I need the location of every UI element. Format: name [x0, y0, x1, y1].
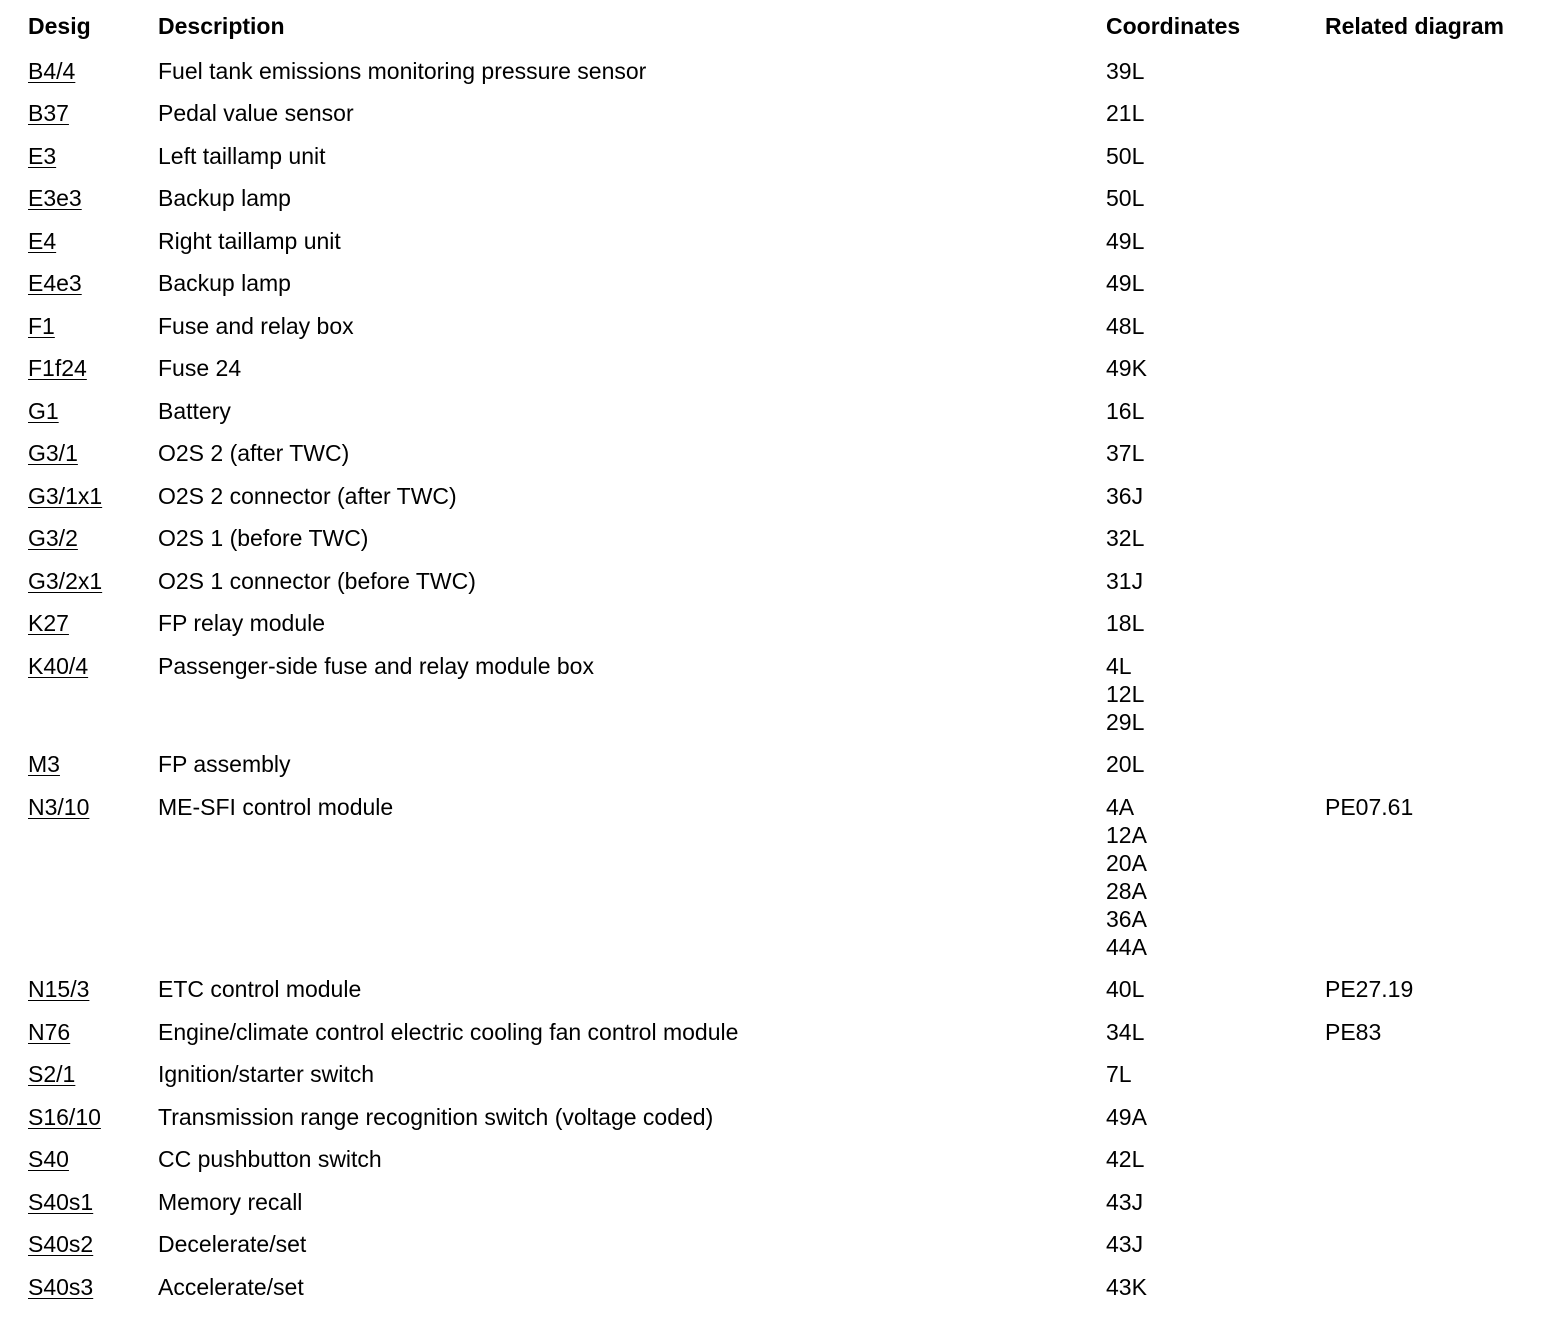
desig-link[interactable]: E4e3 — [28, 270, 82, 296]
coordinate-value: 12L — [1106, 680, 1145, 707]
coordinates-cell — [1106, 1103, 1147, 1131]
coordinates-cell — [1106, 609, 1144, 637]
coordinates-cell — [1106, 1188, 1143, 1216]
coordinate-value: 32L — [1106, 525, 1145, 551]
coordinate-value: 4L — [1106, 652, 1132, 679]
coordinate-value: 49L — [1106, 227, 1145, 254]
coordinate-value: 7L — [1106, 1061, 1132, 1087]
desig-cell — [28, 975, 89, 1003]
coordinate-value: 37L — [1106, 440, 1145, 466]
desig-link[interactable]: K27 — [28, 610, 69, 636]
coordinates-cell — [1106, 99, 1144, 127]
description-cell: Decelerate/set — [158, 1231, 307, 1257]
description-cell: Transmission range recognition switch (voltage coded) — [158, 1103, 714, 1130]
desig-link[interactable]: K40/4 — [28, 652, 89, 679]
coordinate-value: 34L — [1106, 1018, 1145, 1045]
desig-cell — [28, 184, 82, 212]
table-body — [0, 43, 1568, 1302]
description-cell: Pedal value sensor — [158, 100, 354, 126]
table-row — [0, 595, 1568, 638]
coordinate-value: 50L — [1106, 142, 1145, 169]
coordinate-value: 48L — [1106, 312, 1145, 339]
description-cell: ETC control module — [158, 976, 362, 1002]
desig-cell — [28, 1273, 93, 1301]
desig-cell — [28, 609, 69, 637]
desig-cell — [28, 142, 56, 170]
header-description: Description — [158, 13, 285, 39]
coordinate-value: 50L — [1106, 185, 1145, 211]
table-row — [0, 510, 1568, 553]
coordinates-cell — [1106, 750, 1144, 778]
description-cell: Backup lamp — [158, 185, 291, 211]
header-coordinates: Coordinates — [1106, 13, 1241, 39]
coordinate-value: 16L — [1106, 397, 1145, 424]
desig-link[interactable]: M3 — [28, 751, 60, 777]
desig-link[interactable]: S2/1 — [28, 1061, 76, 1087]
coordinates-cell — [1106, 397, 1144, 425]
coordinate-value: 28A — [1106, 877, 1147, 904]
desig-link[interactable]: S16/10 — [28, 1103, 101, 1130]
description-cell: Right taillamp unit — [158, 227, 341, 254]
table-row — [0, 170, 1568, 213]
coordinate-value: 36A — [1106, 905, 1147, 932]
coordinates-cell — [1106, 1060, 1132, 1088]
coordinates-cell — [1106, 269, 1144, 297]
table-row — [0, 1089, 1568, 1132]
table-row — [0, 736, 1568, 779]
table-header — [0, 0, 1568, 43]
coordinate-value: 29L — [1106, 708, 1145, 735]
desig-cell — [28, 1103, 101, 1131]
table-row — [0, 961, 1568, 1004]
table-row — [0, 425, 1568, 468]
desig-link[interactable]: B4/4 — [28, 57, 76, 84]
table-row — [0, 1004, 1568, 1047]
description-cell: FP relay module — [158, 610, 326, 636]
coordinate-value: 21L — [1106, 100, 1145, 126]
coordinate-value: 31J — [1106, 567, 1144, 594]
description-cell: O2S 1 (before TWC) — [158, 525, 369, 551]
table-row — [0, 213, 1568, 256]
desig-link[interactable]: E4 — [28, 227, 57, 254]
desig-link[interactable]: S40 — [28, 1146, 69, 1172]
desig-cell — [28, 1188, 93, 1216]
coordinates-cell — [1106, 354, 1147, 382]
desig-cell — [28, 482, 102, 510]
coordinate-value: 12A — [1106, 821, 1147, 848]
coordinates-cell — [1106, 1018, 1144, 1046]
table-row — [0, 1131, 1568, 1174]
desig-cell — [28, 57, 75, 85]
desig-cell — [28, 269, 82, 297]
coordinate-value: 40L — [1106, 976, 1145, 1002]
desig-cell — [28, 567, 102, 595]
desig-link[interactable]: G3/1 — [28, 440, 78, 466]
description-cell: O2S 2 connector (after TWC) — [158, 482, 457, 509]
table-row — [0, 128, 1568, 171]
desig-link[interactable]: S40s3 — [28, 1273, 94, 1300]
desig-link[interactable]: E3 — [28, 142, 57, 169]
table-row — [0, 383, 1568, 426]
desig-link[interactable]: F1f24 — [28, 355, 87, 381]
desig-cell — [28, 750, 60, 778]
description-cell: Engine/climate control electric cooling fan control module — [158, 1018, 739, 1045]
coordinate-value: 36J — [1106, 482, 1144, 509]
coordinates-cell — [1106, 524, 1144, 552]
related-diagram-cell: PE27.19 — [1325, 976, 1414, 1002]
related-diagram-cell: PE83 — [1325, 1018, 1382, 1045]
description-cell: FP assembly — [158, 751, 291, 777]
description-cell: Memory recall — [158, 1188, 303, 1215]
desig-link[interactable]: G3/2x1 — [28, 567, 103, 594]
desig-link[interactable]: G3/2 — [28, 525, 78, 551]
desig-cell — [28, 227, 56, 255]
description-cell: Battery — [158, 397, 231, 424]
table-row — [0, 1046, 1568, 1089]
coordinates-cell — [1106, 142, 1144, 170]
description-cell: Fuse 24 — [158, 355, 242, 381]
table-row — [0, 298, 1568, 341]
desig-cell — [28, 1145, 69, 1173]
desig-cell — [28, 1230, 93, 1258]
description-cell: Accelerate/set — [158, 1273, 304, 1300]
coordinate-value: 49K — [1106, 355, 1147, 381]
coordinates-cell — [1106, 1145, 1144, 1173]
desig-link[interactable]: E3e3 — [28, 185, 82, 211]
table-row — [0, 468, 1568, 511]
table-row — [0, 1259, 1568, 1302]
coordinate-value: 43J — [1106, 1188, 1144, 1215]
description-cell: Fuel tank emissions monitoring pressure sensor — [158, 57, 647, 84]
desig-cell — [28, 312, 55, 340]
description-cell: Fuse and relay box — [158, 312, 354, 339]
coordinate-value: 18L — [1106, 610, 1145, 636]
coordinate-value: 42L — [1106, 1146, 1145, 1172]
desig-link[interactable]: N76 — [28, 1018, 71, 1045]
coordinates-cell — [1106, 184, 1144, 212]
desig-cell — [28, 99, 69, 127]
coordinate-value: 4A — [1106, 793, 1135, 820]
description-cell: CC pushbutton switch — [158, 1146, 382, 1172]
description-cell: O2S 1 connector (before TWC) — [158, 567, 476, 594]
coordinates-cell — [1106, 975, 1144, 1003]
coordinates-cell — [1106, 793, 1147, 961]
desig-link[interactable]: G3/1x1 — [28, 482, 103, 509]
desig-link[interactable]: S40s2 — [28, 1231, 94, 1257]
table-row — [0, 85, 1568, 128]
desig-cell — [28, 354, 87, 382]
table-row — [0, 553, 1568, 596]
desig-link[interactable]: G1 — [28, 397, 59, 424]
table-row — [0, 340, 1568, 383]
desig-cell — [28, 1060, 75, 1088]
coordinate-value: 43J — [1106, 1231, 1144, 1257]
coordinate-value: 43K — [1106, 1273, 1147, 1300]
table-row — [0, 1174, 1568, 1217]
coordinate-value: 49L — [1106, 270, 1145, 296]
coordinate-value: 49A — [1106, 1103, 1147, 1130]
description-cell: Ignition/starter switch — [158, 1061, 375, 1087]
desig-cell — [28, 524, 78, 552]
description-cell: Passenger-side fuse and relay module box — [158, 652, 594, 679]
coordinates-cell — [1106, 227, 1144, 255]
related-diagram-cell: PE07.61 — [1325, 793, 1414, 820]
coordinates-cell — [1106, 482, 1143, 510]
header-related-diagram: Related diagram — [1325, 13, 1504, 39]
coordinate-value: 20L — [1106, 751, 1145, 777]
desig-link[interactable]: N15/3 — [28, 976, 90, 1002]
table-row — [0, 255, 1568, 298]
coordinates-cell — [1106, 652, 1144, 736]
coordinate-value: 44A — [1106, 933, 1147, 960]
desig-link[interactable]: S40s1 — [28, 1188, 94, 1215]
desig-cell — [28, 793, 89, 821]
description-cell: ME-SFI control module — [158, 793, 394, 820]
description-cell: Left taillamp unit — [158, 142, 326, 169]
coordinates-cell — [1106, 1273, 1147, 1301]
desig-cell — [28, 1018, 70, 1046]
desig-cell — [28, 397, 59, 425]
coordinates-cell — [1106, 57, 1144, 85]
description-cell: Backup lamp — [158, 270, 291, 296]
description-cell: O2S 2 (after TWC) — [158, 440, 350, 466]
table-row — [0, 638, 1568, 737]
coordinates-cell — [1106, 312, 1144, 340]
coordinates-cell — [1106, 567, 1143, 595]
desig-cell — [28, 439, 78, 467]
desig-cell — [28, 652, 88, 680]
table-row — [0, 1216, 1568, 1259]
desig-link[interactable]: N3/10 — [28, 793, 90, 820]
coordinates-cell — [1106, 1230, 1143, 1258]
header-desig: Desig — [28, 13, 91, 39]
desig-link[interactable]: F1 — [28, 312, 55, 339]
coordinates-cell — [1106, 439, 1144, 467]
table-row — [0, 779, 1568, 962]
coordinate-value: 20A — [1106, 849, 1147, 876]
table-row — [0, 43, 1568, 86]
desig-link[interactable]: B37 — [28, 100, 69, 126]
coordinate-value: 39L — [1106, 57, 1145, 84]
